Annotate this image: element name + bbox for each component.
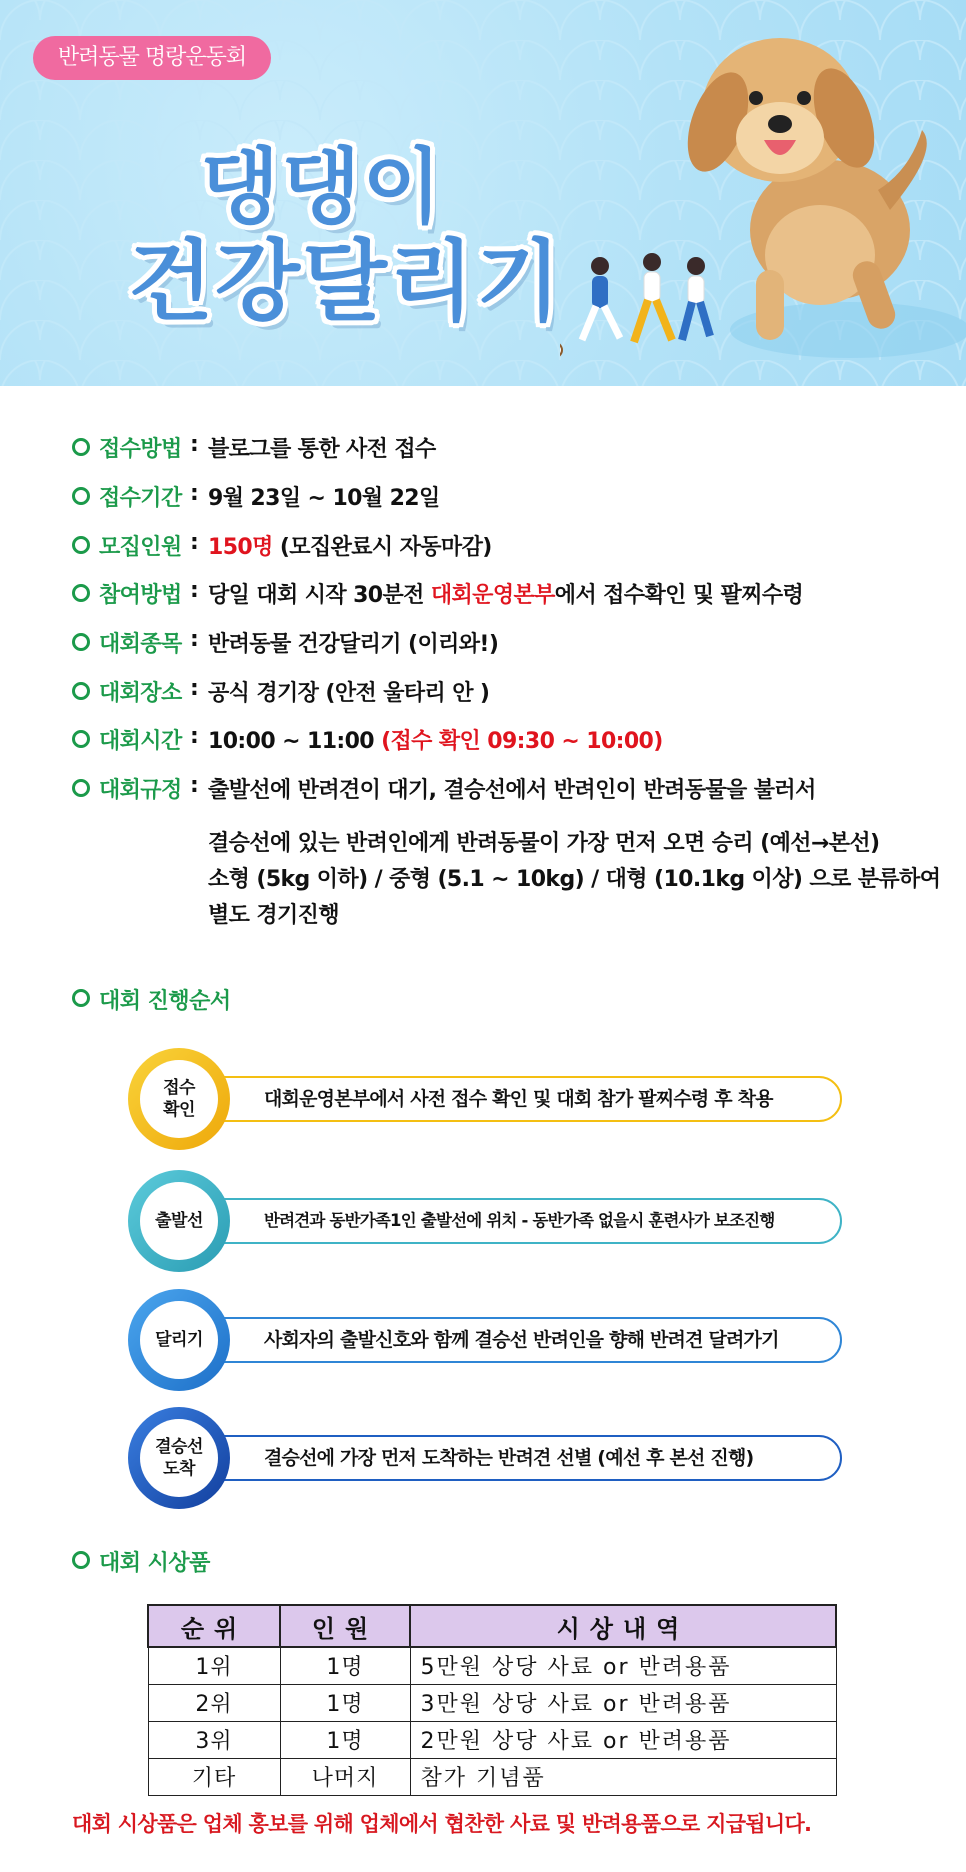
headline-line-1: 댕댕이 xyxy=(200,140,444,235)
process-title-text: 대회 진행순서 xyxy=(99,989,231,1014)
colon: : xyxy=(190,432,199,457)
col-header-prize: 시상내역 xyxy=(410,1605,836,1647)
process-step-3-circle xyxy=(128,1289,230,1391)
info-value xyxy=(208,578,803,609)
colon: : xyxy=(190,676,199,701)
process-step-2-bar xyxy=(222,1198,842,1244)
process-step-label: 달리기 xyxy=(140,1301,218,1379)
circle-bullet-icon xyxy=(72,633,90,651)
count-cell: 나머지 xyxy=(280,1758,410,1795)
table-row xyxy=(148,1721,836,1758)
headline-line-2: 건강달리기 xyxy=(128,230,564,333)
process-step-2-circle xyxy=(128,1170,230,1272)
info-label: 모집인원 xyxy=(99,535,182,560)
rules-line-2: 결승선에 있는 반려인에게 반려동물이 가장 먼저 오면 승리 (예선→본선) xyxy=(208,831,880,856)
prize-cell: 참가 기념품 xyxy=(410,1758,836,1795)
process-step-4-bar xyxy=(222,1435,842,1481)
puppy-and-runners-illustration xyxy=(560,10,966,386)
prize-table-header xyxy=(148,1605,836,1647)
count-cell: 1명 xyxy=(280,1721,410,1758)
process-step-3-bar xyxy=(222,1317,842,1363)
process-step-text: 대회운영본부에서 사전 접수 확인 및 대회 참가 팔찌수령 후 착용 xyxy=(264,1088,773,1110)
colon: : xyxy=(190,773,199,798)
info-label: 대회종목 xyxy=(99,632,182,657)
process-step-4-circle xyxy=(128,1407,230,1509)
event-tag: 반려동물 명랑운동회 xyxy=(33,36,271,80)
rules-line-4: 별도 경기진행 xyxy=(208,903,339,928)
circle-bullet-icon xyxy=(72,438,90,456)
info-label: 참여방법 xyxy=(99,583,182,608)
info-value xyxy=(208,724,663,755)
info-label: 접수방법 xyxy=(99,437,182,462)
count-cell: 1명 xyxy=(280,1647,410,1684)
info-label: 대회장소 xyxy=(99,681,182,706)
colon: : xyxy=(190,481,199,506)
prize-table xyxy=(147,1604,837,1796)
info-value: 블로그를 통한 사전 접수 xyxy=(208,437,436,462)
table-row xyxy=(148,1684,836,1721)
circle-bullet-icon xyxy=(72,1551,90,1569)
info-value: 공식 경기장 (안전 울타리 안 ) xyxy=(208,681,490,706)
info-value xyxy=(208,530,492,561)
rank-cell: 1위 xyxy=(148,1647,280,1684)
process-step-text: 반려견과 동반가족1인 출발선에 위치 - 동반가족 없을시 훈련사가 보조진행 xyxy=(264,1211,775,1230)
process-step-1-bar xyxy=(222,1076,842,1122)
colon: : xyxy=(190,530,199,555)
colon: : xyxy=(190,627,199,652)
col-header-rank: 순위 xyxy=(148,1605,280,1647)
info-value: 출발선에 반려견이 대기, 결승선에서 반려인이 반려동물을 불러서 xyxy=(208,778,816,803)
count-cell: 1명 xyxy=(280,1684,410,1721)
info-value-highlight: 150명 xyxy=(208,535,273,560)
prize-cell: 2만원 상당 사료 or 반려용품 xyxy=(410,1721,836,1758)
circle-bullet-icon xyxy=(72,779,90,797)
process-step-text: 사회자의 출발신호와 함께 결승선 반려인을 향해 반려견 달려가기 xyxy=(264,1329,779,1351)
circle-bullet-icon xyxy=(72,584,90,602)
circle-bullet-icon xyxy=(72,682,90,700)
process-step-label: 접수 확인 xyxy=(140,1060,218,1138)
info-value-rest: 10:00 ~ 11:00 xyxy=(208,729,382,754)
process-step-label: 출발선 xyxy=(140,1182,218,1260)
info-value-highlight: 대회운영본부 xyxy=(430,583,555,608)
rank-cell: 2위 xyxy=(148,1684,280,1721)
process-section-title xyxy=(72,984,231,1015)
circle-bullet-icon xyxy=(72,989,90,1007)
process-step-1-circle xyxy=(128,1048,230,1150)
info-value-rest: 당일 대회 시작 30분전 xyxy=(208,583,431,608)
circle-bullet-icon xyxy=(72,487,90,505)
info-label: 대회시간 xyxy=(99,729,182,754)
circle-bullet-icon xyxy=(72,536,90,554)
rank-cell: 3위 xyxy=(148,1721,280,1758)
col-header-count: 인원 xyxy=(280,1605,410,1647)
info-label: 접수기간 xyxy=(99,486,182,511)
info-value-rest: 에서 접수확인 및 팔찌수령 xyxy=(554,583,804,608)
info-value-highlight: (접수 확인 09:30 ~ 10:00) xyxy=(381,729,663,754)
colon: : xyxy=(190,578,199,603)
colon: : xyxy=(190,724,199,749)
prize-notice: 대회 시상품은 업체 홍보를 위해 업체에서 협찬한 사료 및 반려용품으로 지급됩니다. xyxy=(72,1812,812,1836)
info-value-rest: (모집완료시 자동마감) xyxy=(272,535,492,560)
rules-line-3: 소형 (5kg 이하) / 중형 (5.1 ~ 10kg) / 대형 (10.1kg 이상) 으로 분류하여 xyxy=(208,867,941,892)
prize-cell: 5만원 상당 사료 or 반려용품 xyxy=(410,1647,836,1684)
info-label: 대회규정 xyxy=(99,778,182,803)
circle-bullet-icon xyxy=(72,730,90,748)
prize-section-title xyxy=(72,1546,210,1577)
table-row xyxy=(148,1647,836,1684)
info-value: 반려동물 건강달리기 (이리와!) xyxy=(208,632,499,657)
prize-title-text: 대회 시상품 xyxy=(99,1551,210,1576)
table-row xyxy=(148,1758,836,1795)
rank-cell: 기타 xyxy=(148,1758,280,1795)
process-step-text: 결승선에 가장 먼저 도착하는 반려견 선별 (예선 후 본선 진행) xyxy=(264,1447,754,1469)
prize-cell: 3만원 상당 사료 or 반려용품 xyxy=(410,1684,836,1721)
hero-banner xyxy=(0,0,966,386)
info-value: 9월 23일 ~ 10월 22일 xyxy=(208,486,440,511)
process-step-label: 결승선 도착 xyxy=(140,1419,218,1497)
